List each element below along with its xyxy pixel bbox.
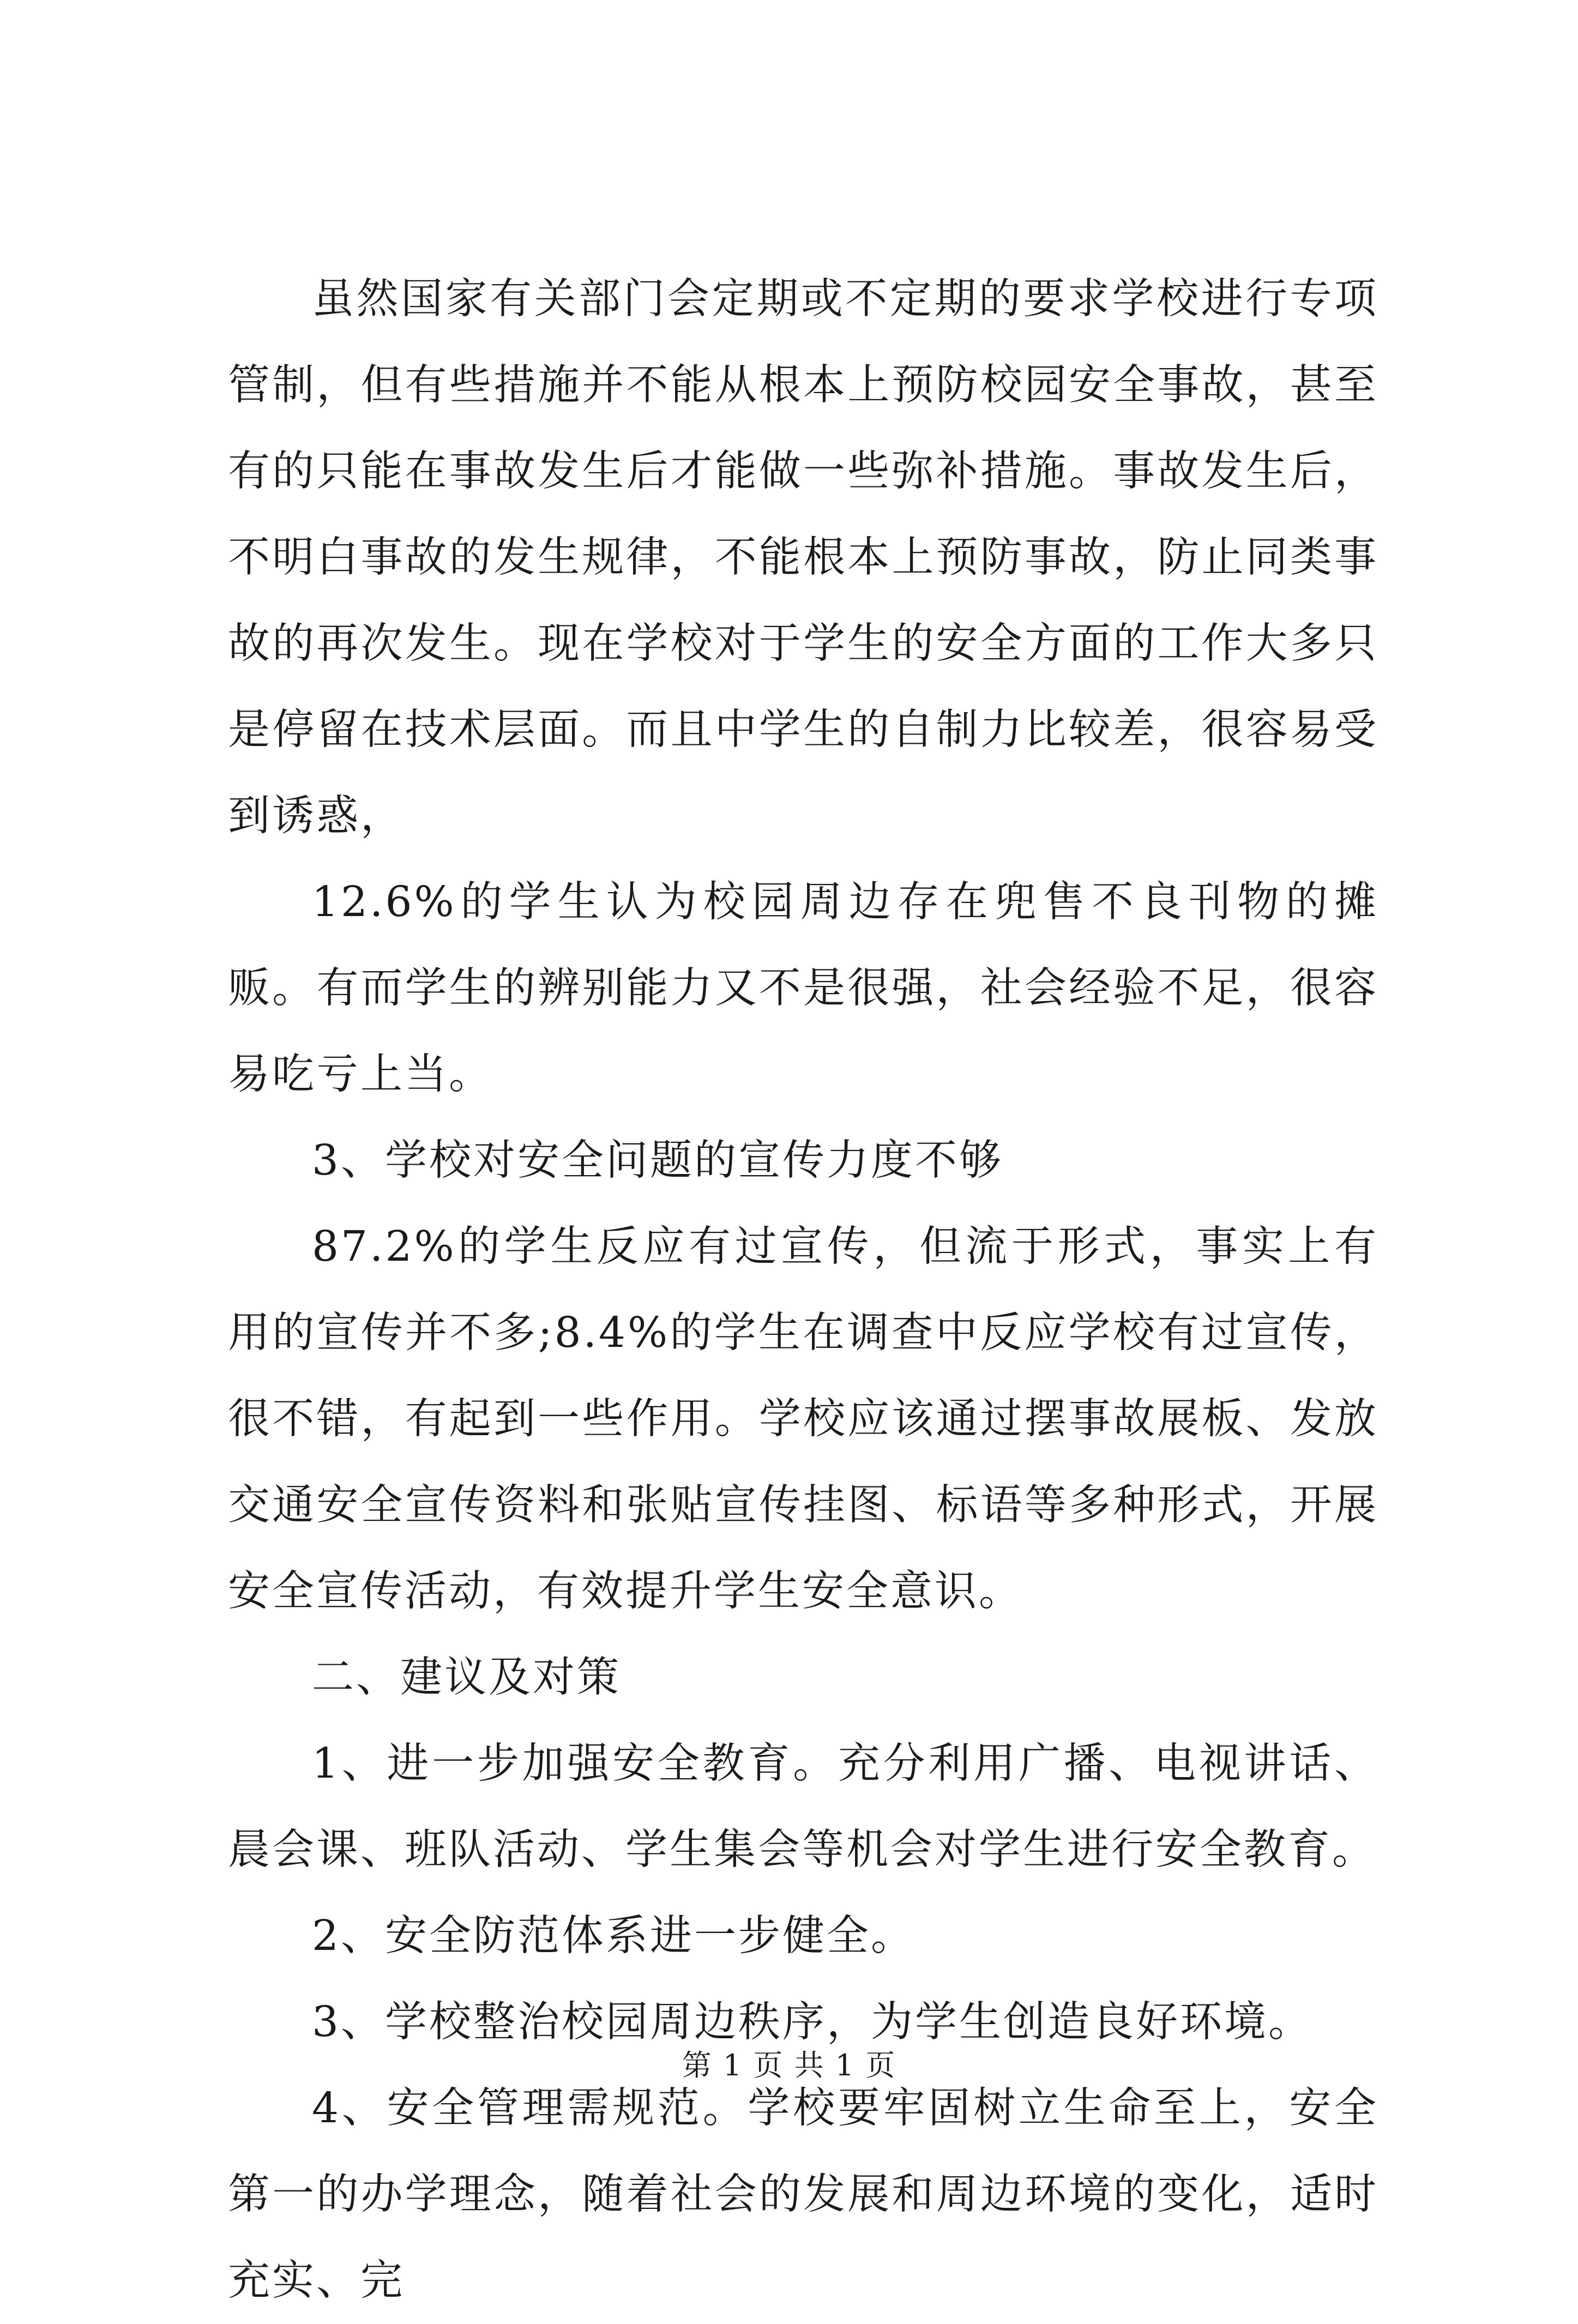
section-heading: 3、学校对安全问题的宣传力度不够	[312, 1136, 1003, 1185]
paragraph: 12.6%的学生认为校园周边存在兜售不良刊物的摊贩。有而学生的辨别能力又不是很强，社会经验不足，很容易吃亏上当。	[228, 878, 1378, 1099]
paragraph: 87.2%的学生反应有过宣传，但流于形式，事实上有用的宣传并不多;8.4%的学生在调查中反应学校有过宣传，很不错，有起到一些作用。学校应该通过摆事故展板、发放交通安全宣传资料和张贴宣传挂图、标语等多种形式，开展安全宣传活动，有效提升学生安全意识。	[228, 1223, 1378, 1616]
paragraph: 虽然国家有关部门会定期或不定期的要求学校进行专项管制，但有些措施并不能从根本上预防校园安全事故，甚至有的只能在事故发生后才能做一些弥补措施。事故发生后，不明白事故的发生规律，不能根本上预防事故，防止同类事故的再次发生。现在学校对于学生的安全方面的工作大多只是停留在技术层面。而且中学生的自制力比较差，很容易受到诱惑，	[228, 275, 1378, 840]
list-item: 1、进一步加强安全教育。充分利用广播、电视讲话、晨会课、班队活动、学生集会等机会对学生进行安全教育。	[228, 1739, 1378, 1874]
list-item: 3、学校整治校园周边秩序，为学生创造良好环境。	[312, 1998, 1312, 2046]
list-item: 4、安全管理需规范。学校要牢固树立生命至上，安全第一的办学理念，随着社会的发展和周边环境的变化，适时充实、完	[228, 2084, 1378, 2305]
document-body	[228, 256, 1378, 2324]
section-heading: 二、建议及对策	[312, 1653, 621, 1702]
page-number-footer: 第 1 页 共 1 页	[682, 2048, 896, 2082]
list-item: 2、安全防范体系进一步健全。	[312, 1912, 915, 1960]
